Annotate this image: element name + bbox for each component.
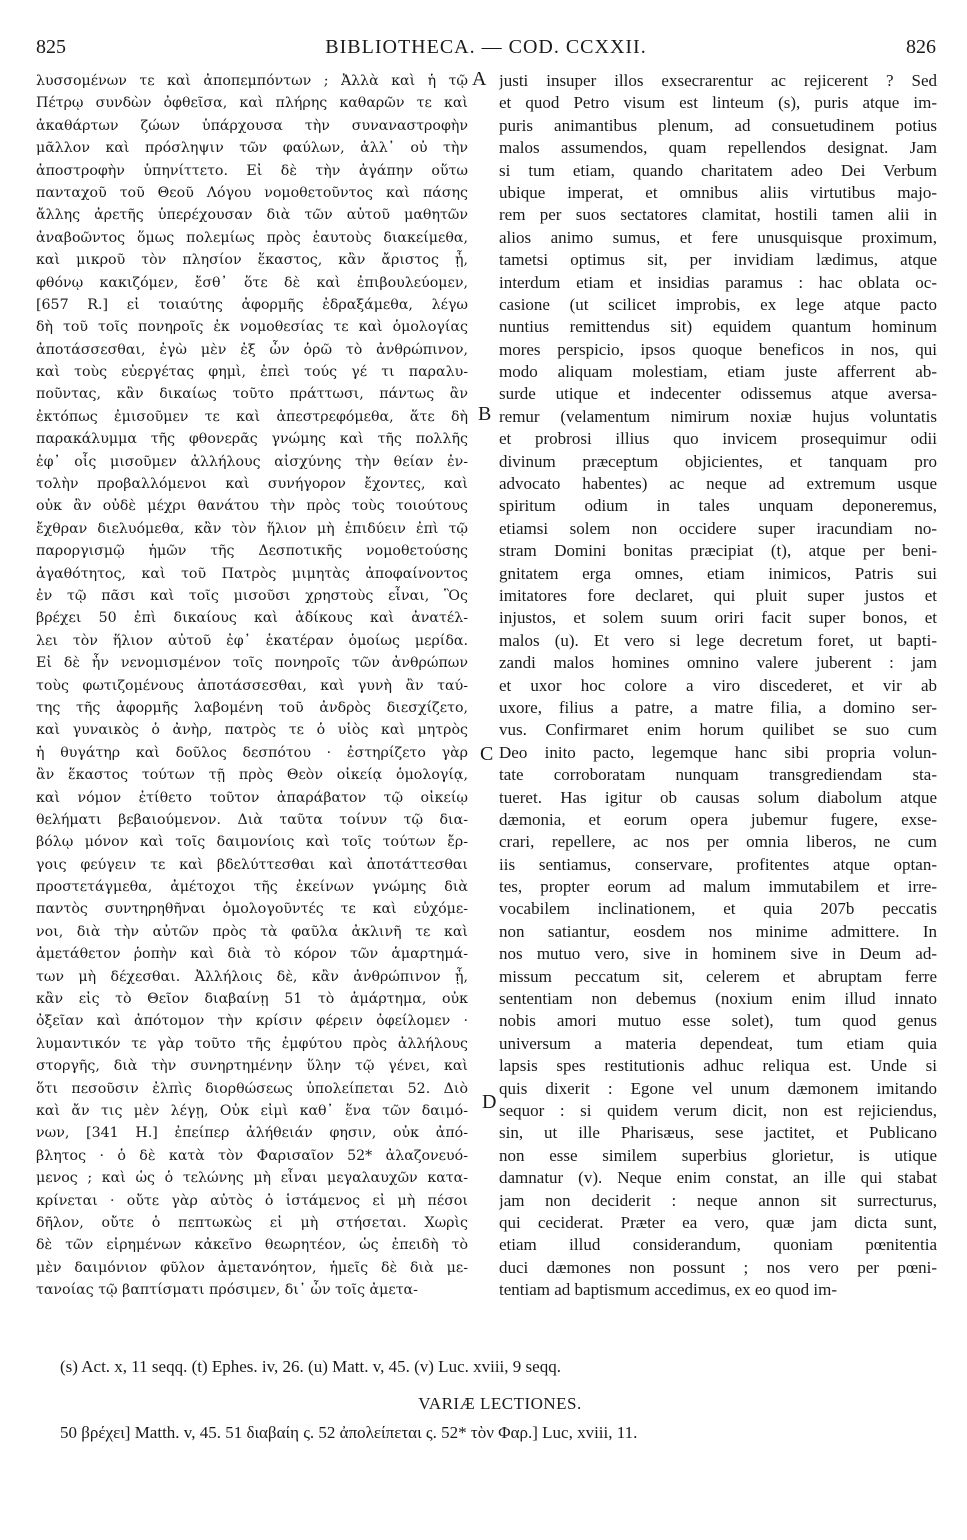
latin-text-line: tentiam ad baptismum accedimus, ex eo quod im- bbox=[499, 1280, 838, 1300]
greek-text-line: ἄλλης ἀρετῆς ὑπερέχουσαν διὰ τῶν αὐτοῦ μαθητῶν bbox=[36, 207, 468, 224]
greek-text-line: μενος ; καὶ ὡς ὁ τελώνης μὴ εἶναι μεγαλαυχῶν κατα- bbox=[36, 1170, 468, 1187]
greek-text-line: καὶ νόμον ἐτίθετο τοῦτον ἀπαράβατον τῷ οἰκείῳ bbox=[36, 789, 468, 806]
greek-text-line: φθόνῳ κακιζόμεν, ἔσθ᾽ ὅτε δὲ καὶ ἐπιβουλεύομεν, bbox=[36, 274, 468, 291]
greek-text-line: [657 R.] εἰ τοιαύτης ἀφορμῆς ἐδραξάμεθα, λέγω bbox=[36, 296, 468, 313]
latin-text-line: vus. Confirmaret enim horum quilibet se suo cum bbox=[499, 720, 937, 740]
latin-text-line: tueret. Has igitur ob causas solum diabolum atque bbox=[499, 787, 937, 807]
greek-text-line: των μὴ δέχεσθαι. Ἀλλήλοις δὲ, κἂν ἀνθρώπινον ᾖ, bbox=[36, 968, 468, 985]
latin-text-line: tametsi optimus sit, per invidiam lædimus, atque bbox=[499, 250, 937, 270]
latin-text-line: et probrosi illius quo invicem prosequimur odii bbox=[499, 429, 937, 449]
greek-text-line: ἀναβοῶντος ὅμως πολεμίως πρὸς ἑαυτοὺς διακείμεθα, bbox=[36, 229, 468, 246]
greek-text-line: ὀξεῖαν καὶ ἀπότομον τὴν κρίσιν φέρειν ὀφείλομεν · bbox=[36, 1013, 468, 1030]
latin-text-line: missum peccatum sit, celerem et abruptam ferre bbox=[499, 966, 937, 986]
latin-text-line: gnitatem erga omnes, etiam inimicos, Patris sui bbox=[499, 563, 937, 583]
footnotes bbox=[60, 1357, 940, 1449]
latin-text-line: et uxor hoc colore a viro discederet, et vir ab bbox=[499, 675, 937, 695]
latin-text-line: nobis amori mutuo esse solet), tum quod genus bbox=[499, 1011, 937, 1031]
greek-text-line: ἀκαθάρτων ζώων ὑπάρχουσα τὴν συναναστροφὴν bbox=[36, 117, 468, 134]
greek-text-line: δὲ τῶν εἰρημένων κἀκεῖνο θεωρητέον, ὡς ἐπειδὴ τὸ bbox=[36, 1237, 468, 1254]
greek-text-line: τανοίας τῷ βαπτίσματι πρόσιμεν, δι᾽ ὧν τοῖς ἀμετα- bbox=[36, 1282, 418, 1299]
latin-text-line: malos (u). Et vero si lege decretum foret, ut bapti- bbox=[499, 630, 937, 650]
greek-text-line: παρακάλυμμα τῆς φθονερᾶς γνώμης καὶ τῆς πολλῆς bbox=[36, 431, 468, 448]
latin-text-line: sin, ut ille Pharisæus, sese jactitet, et Publicano bbox=[499, 1123, 937, 1143]
latin-text-line: non satiantur, eosdem nos minime admittere. In bbox=[499, 921, 937, 941]
latin-text-line: jam non deciderit : neque annon sit surrecturus, bbox=[499, 1190, 937, 1210]
latin-text-line: etiamsi solem non occidere super iracundiam no- bbox=[499, 518, 937, 538]
section-marker-a: A bbox=[472, 68, 487, 90]
greek-text-line: ἐκτόπως ἐμισοῦμεν τε καὶ ἀπεστρεφόμεθα, ἅτε δὴ bbox=[36, 408, 468, 425]
latin-text-line: spiritum odium in tales unquam deponeremus, bbox=[499, 496, 937, 516]
page-number-right: 826 bbox=[906, 36, 936, 58]
greek-text-line: νοι, διὰ τὴν αὐτῶν πρὸς τὰ φαῦλα ἀκλινῆ τε καὶ bbox=[36, 923, 468, 940]
latin-text-line: interdum etiam et insidias paramus : hac oblata oc- bbox=[499, 272, 937, 292]
greek-text-line: παροργισμῷ ἡμῶν τῆς Δεσποτικῆς νομοθετούσης bbox=[36, 543, 468, 560]
greek-text-line: στοργῆς, διὰ τὴν συνηρτημένην ὕλην τῷ γένει, καὶ bbox=[36, 1058, 468, 1075]
latin-text-line: divinum præceptum objicientes, et tanquam pro bbox=[499, 451, 937, 471]
latin-text-line: duci dæmones non possunt ; nos vero per pœni- bbox=[499, 1257, 937, 1277]
greek-text-line: ἀποστροφὴν ὑπηνίττετο. Εἰ δὲ τὴν ἀγάπην οὕτω bbox=[36, 162, 468, 179]
latin-text-line: ubique imperat, et omnibus aliis virtutibus majo- bbox=[499, 182, 937, 202]
running-title: BIBLIOTHECA. — COD. CCXXII. bbox=[325, 36, 647, 58]
greek-text-line: ἡ θυγάτηρ καὶ δοῦλος δεσπότου · ἐστηρίζετο γὰρ bbox=[36, 744, 468, 761]
latin-text-line: injustos, et solem suum oriri facit super bonos, et bbox=[499, 608, 937, 628]
greek-text-line: καὶ γυναικὸς ὁ ἀνὴρ, πατρὸς τε ὁ υἱὸς καὶ μητρὸς bbox=[36, 722, 468, 739]
greek-text-line: ἂν ἕκαστος τούτων τῇ πρὸς Θεὸν οἰκείᾳ ὁμολογίᾳ, bbox=[36, 767, 468, 784]
variae-lectiones-title: VARIÆ LECTIONES. bbox=[418, 1394, 582, 1413]
latin-text-line: nos mutuo vero, sive in hominem sive in Deum ad- bbox=[499, 944, 937, 964]
latin-text-line: uxore, filius a patre, a matre filia, a domino ser- bbox=[499, 697, 937, 717]
greek-text-line: δὴ τοῦ τοῖς πονηροῖς ἐκ νομοθεσίας τε καὶ ὁμολογίας bbox=[36, 319, 468, 336]
latin-text-line: non esse similem superbius glorietur, is utique bbox=[499, 1145, 937, 1165]
greek-text-line: παντὸς συντηρηθῆναι ὁμολογοῦντές τε καὶ εὐχόμε- bbox=[36, 901, 468, 918]
latin-text-column bbox=[499, 70, 937, 1301]
greek-text-line: λει τὸν ἥλιον αὐτοῦ ἐφ᾽ ἑκατέραν ὁμοίως μερίδα. bbox=[36, 632, 468, 649]
greek-text-line: τολὴν προβαλλόμενοι καὶ συνήγορον ἔχοντες, καὶ bbox=[36, 476, 468, 493]
latin-text-line: qui ceciderat. Præter ea vero, quæ jam dicta sunt, bbox=[499, 1212, 937, 1232]
latin-text-line: nuntius remittendus sit) equidem quantum hominum bbox=[499, 317, 937, 337]
greek-text-line: ἀμετάθετον ῥοπὴν καὶ διὰ τὸ κόρον τῶν ἁμαρτημά- bbox=[36, 946, 468, 963]
greek-text-line: καὶ τοὺς εὐεργέτας φημὶ, ἐπεὶ τούς γέ τι παραλυ- bbox=[36, 364, 468, 381]
latin-text-line: stram Domini bonitas præcipiat (t), atque per beni- bbox=[499, 541, 937, 561]
latin-text-line: dæmonia, et eorum opera jubemur fugere, exse- bbox=[499, 809, 937, 829]
section-marker-c: C bbox=[480, 743, 494, 765]
latin-text-line: lapsis spes restitutionis adhuc reliqua est. Unde si bbox=[499, 1056, 937, 1076]
latin-text-line: advocato habentes) ac neque ad extremum usque bbox=[499, 474, 937, 494]
greek-text-column bbox=[36, 70, 468, 1301]
greek-text-line: ποῦντας, κἂν δικαίως τοῦτο πράττωσι, πάντως ἂν bbox=[36, 386, 468, 403]
greek-text-line: θελήματι βεβαιούμενον. Διὰ ταῦτα τοίνυν τῷ δια- bbox=[36, 811, 468, 828]
latin-text-line: rem per suos sectatores clamitat, hostili tamen alii in bbox=[499, 205, 937, 225]
latin-text-line: justi insuper illos exsecrarentur ac rejicerent ? Sed bbox=[499, 71, 937, 90]
section-marker-b: B bbox=[478, 403, 492, 425]
latin-text-line: universum a materia dependeat, tum etiam quia bbox=[499, 1033, 937, 1053]
latin-text-line: imitatores fore declaret, qui pluit super justos et bbox=[499, 585, 937, 605]
greek-text-line: κἂν εἰς τὸ Θεῖον διαβαίνῃ 51 τὸ ἁμάρτημα, οὐκ bbox=[36, 991, 468, 1008]
greek-text-line: τοὺς φωτιζομένους ἀποτάσσεσθαι, καὶ γυνὴ ἂν ταύ- bbox=[36, 677, 468, 694]
latin-text-line: malos assumendos, quam repellendos designat. Jam bbox=[499, 138, 937, 158]
greek-text-line: βόλῳ μόνον καὶ τοῖς δαιμονίοις καὶ τοῖς τούτων ἔρ- bbox=[36, 834, 468, 851]
greek-text-line: ἀποτάσσεσθαι, ἐγὼ μὲν ἐξ ὧν ὁρῶ τὸ ἀνθρώπινον, bbox=[36, 341, 468, 358]
greek-text-line: ἐφ᾽ οἷς μισοῦμεν ἀλλήλους αἰσχύνης τὴν θείαν ἐν- bbox=[36, 453, 468, 470]
latin-text-line: damnatur (v). Neque enim constat, an ille qui stabat bbox=[499, 1168, 937, 1188]
section-marker-d: D bbox=[482, 1091, 497, 1113]
latin-text-line: sententiam non debemus (noxium enim illud innato bbox=[499, 989, 937, 1009]
greek-text-line: ἀγαθότητος, καὶ τοῦ Πατρὸς μιμητὰς ἀποφαίνοντος bbox=[36, 565, 468, 582]
greek-text-line: λυμαντικόν τε γὰρ τοῦτο τῆς ἐμφύτου πρὸς ἀλλήλους bbox=[36, 1035, 468, 1052]
latin-text-line: vocabilem inclinationem, et quia 207b peccatis bbox=[499, 899, 937, 919]
greek-text-line: ὅτι πεσοῦσιν ἐλπὶς διορθώσεως ὑπολείπεται 52. Διὸ bbox=[36, 1080, 468, 1097]
latin-text-line: etiam illud considerandum, quoniam pœnitentia bbox=[499, 1235, 937, 1255]
greek-text-line: νων, [341 H.] ἐπείπερ ἀλήθειάν φησιν, οὐκ ἀπό- bbox=[36, 1125, 468, 1142]
latin-text-line: iis sentiamus, conservare, profitentes atque optan- bbox=[499, 854, 937, 874]
greek-text-line: μὲν δαιμόνιον φῦλον ἀμετανόητον, ἡμεῖς δὲ διὰ με- bbox=[36, 1259, 468, 1276]
greek-text-line: μᾶλλον καὶ πρόσληψιν τῶν φαύλων, ἀλλ᾽ οὐ τὴν bbox=[36, 140, 468, 157]
latin-text-line: alios animo sumus, et fere unusquisque proximum, bbox=[499, 227, 937, 247]
greek-text-line: καὶ ἄν τις μὲν λέγῃ, Οὐκ εἰμὶ καθ᾽ ἕνα τῶν δαιμό- bbox=[36, 1102, 468, 1119]
greek-text-line: γοις φεύγειν τε καὶ βδελύττεσθαι καὶ ἀποτάττεσθαι bbox=[36, 856, 468, 873]
greek-text-line: δῆλον, οὔτε ὁ πεπτωκὼς εἰ μὴ στήσεται. Χωρὶς bbox=[36, 1214, 468, 1231]
latin-text-line: Deo inito pacto, legemque hanc sibi propria volun- bbox=[499, 742, 937, 762]
page-number-left: 825 bbox=[36, 36, 66, 58]
latin-text-line: crari, repellere, ac nos per omnia liberos, ne cum bbox=[499, 832, 937, 852]
page-header bbox=[36, 36, 936, 66]
greek-text-line: Πέτρῳ συνδὼν ὀφθεῖσα, καὶ πλήρης καθαρῶν τε καὶ bbox=[36, 95, 468, 112]
latin-text-line: et quod Petro visum est linteum (s), puris atque im- bbox=[499, 93, 937, 113]
latin-text-line: tate corroboratam nunquam transgrediendam sta- bbox=[499, 765, 937, 785]
latin-text-line: sequor : si quidem verum dicit, non est rejiciendus, bbox=[499, 1100, 937, 1120]
greek-text-line: ἐν τῷ πᾶσι καὶ τοῖς μισοῦσι χρηστοὺς εἶναι, Ὃς bbox=[36, 587, 468, 604]
latin-text-line: surde utique et indecenter odissemus atque aversa- bbox=[499, 384, 937, 404]
latin-text-line: mores perspicio, ipsos quoque beneficos in nos, qui bbox=[499, 339, 937, 359]
latin-text-line: tes, propter eorum ad malum immutabilem et irre- bbox=[499, 877, 937, 897]
greek-text-line: κρίνεται · οὔτε γὰρ αὐτὸς ὁ ἱστάμενος εἰ μὴ πέσοι bbox=[36, 1192, 468, 1209]
greek-text-line: Εἰ δὲ ἦν νενομισμένον τοῖς πονηροῖς τῶν ἀνθρώπων bbox=[36, 655, 468, 672]
greek-text-line: προστετάγμεθα, ἀμέτοχοι τῆς ἐκείνων γνώμης διὰ bbox=[36, 879, 468, 896]
reference-notes: (s) Act. x, 11 seqq. (t) Ephes. iv, 26. (u) Matt. v, 45. (v) Luc. xviii, 9 seqq. bbox=[60, 1357, 561, 1376]
greek-text-line: βρέχει 50 ἐπὶ δικαίους καὶ ἀδίκους καὶ ἀνατέλ- bbox=[36, 610, 468, 627]
latin-text-line: modo aliquam molestiam, etiam juste afferrent ab- bbox=[499, 362, 937, 382]
greek-text-line: καὶ μικροῦ τὸν πλησίον ἕκαστος, κἂν ἄριστος ᾖ, bbox=[36, 252, 468, 269]
latin-text-line: casione (ut scilicet improbis, ex lege atque pacto bbox=[499, 294, 937, 314]
latin-text-line: zandi malos homines omnino valere juberent : jam bbox=[499, 653, 937, 673]
greek-text-line: πανταχοῦ τοῦ Θεοῦ Λόγου νομοθετοῦντος καὶ πάσης bbox=[36, 184, 468, 201]
latin-text-line: si tum etiam, quando charitatem adeo Dei Verbum bbox=[499, 160, 937, 180]
greek-text-line: λυσσομένων τε καὶ ἀποπεμπόντων ; Ἀλλὰ καὶ ἡ τῷ bbox=[36, 73, 468, 89]
greek-text-line: της τῆς ἀφορμῆς λαβομένη τοῦ ἀνδρὸς διεσχίζετο, bbox=[36, 699, 468, 716]
variant-readings: 50 βρέχει] Matth. v, 45. 51 διαβαίη ς. 52 ἀπολείπεται ς. 52* τὸν Φαρ.] Luc, xviii, 11. bbox=[60, 1423, 638, 1442]
greek-text-line: οὐκ ἂν οὐδὲ μέχρι θανάτου τὴν πρὸς τοὺς τοιούτους bbox=[36, 498, 468, 515]
latin-text-line: quis dixerit : Egone vel unum dæmonem imitando bbox=[499, 1078, 937, 1098]
greek-text-line: βλητος · ὁ δὲ κατὰ τὸν Φαρισαῖον 52* ἀλαζονευό- bbox=[36, 1147, 468, 1164]
latin-text-line: remur (velamentum nimirum noxiæ hujus voluntatis bbox=[499, 406, 937, 426]
latin-text-line: puris animantibus plenum, ad consuetudinem potius bbox=[499, 115, 937, 135]
greek-text-line: ἔχθραν διελυόμεθα, κἂν τὸν ἥλιον μὴ ἐπιδύειν ἐπὶ τῷ bbox=[36, 520, 468, 537]
